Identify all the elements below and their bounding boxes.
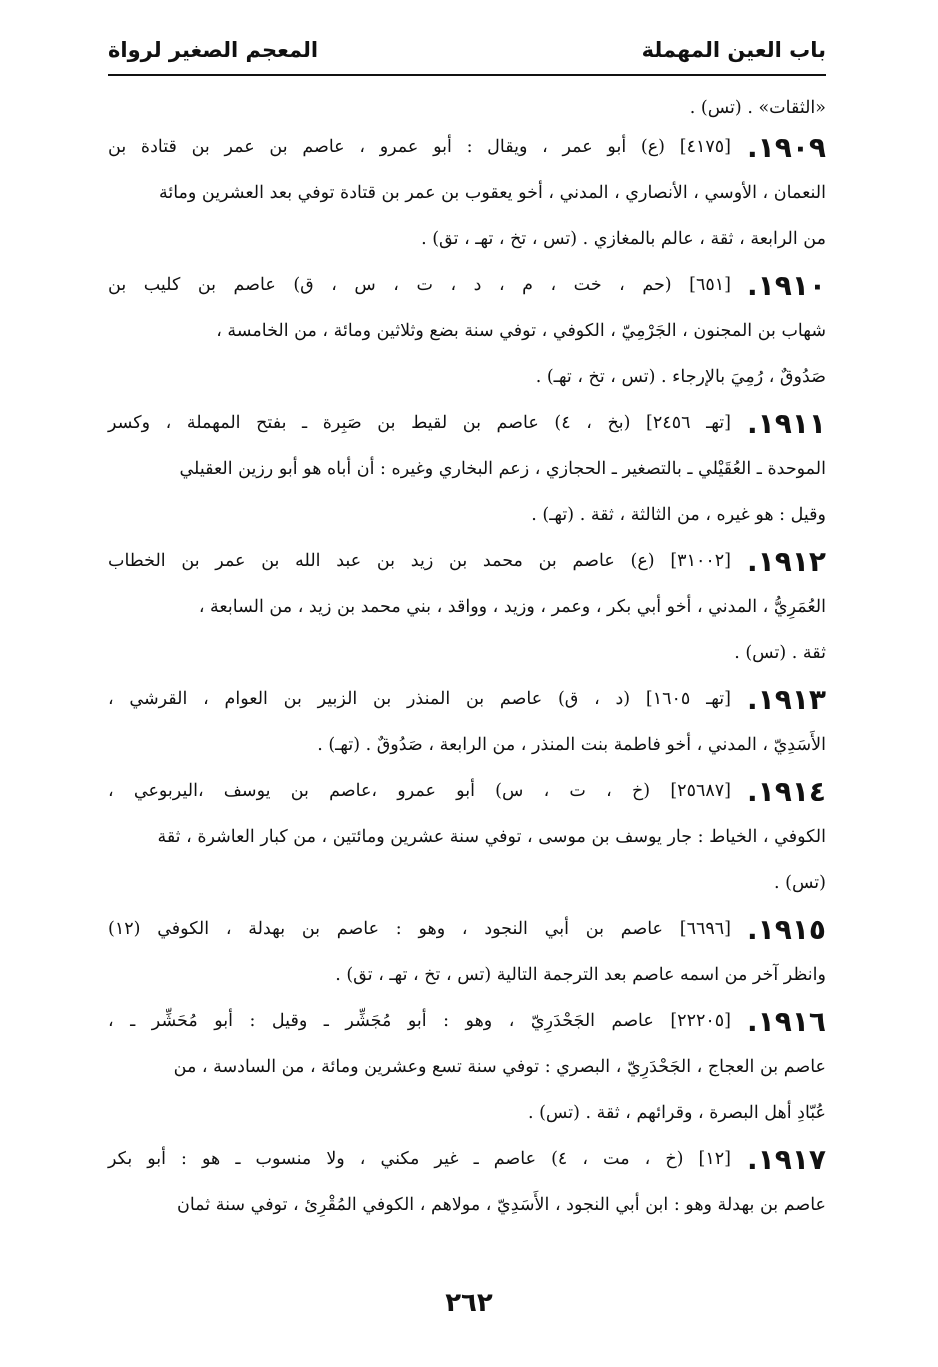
book-title: المعجم الصغير لرواة bbox=[108, 38, 319, 62]
page-body bbox=[108, 92, 826, 1228]
entry-number: ١٩١٧. bbox=[747, 1142, 826, 1176]
entry-line: (تس) . bbox=[774, 873, 826, 893]
entry-number: ١٩١٤. bbox=[747, 774, 826, 808]
entry-line: النعمان ، الأوسي ، الأنصاري ، المدني ، أخو يعقوب بن عمر بن قتادة توفي بعد العشرين ومائة bbox=[158, 183, 826, 203]
entry-first-line bbox=[108, 906, 826, 952]
entry-line: الكوفي ، الخياط : جار يوسف بن موسى ، توفي سنة عشرين ومائتين ، من كبار العاشرة ، ثقة bbox=[157, 827, 826, 847]
entry-first-text: [٤١٧٥] (ع) أبو عمر ، ويقال : أبو عمرو ، عاصم بن عمر بن قتادة بن bbox=[108, 137, 731, 157]
page-number: ٢٦٢ bbox=[445, 1288, 493, 1318]
entry-number: ١٩١٠. bbox=[747, 268, 826, 302]
entry-first-line bbox=[108, 124, 826, 170]
biography-entry bbox=[108, 998, 826, 1136]
entry-line: من الرابعة ، ثقة ، عالم بالمغازي . (تس ، تخ ، تهـ ، تق) . bbox=[421, 229, 826, 249]
entry-first-line bbox=[108, 676, 826, 722]
entry-number: ١٩١٥. bbox=[747, 912, 826, 946]
biography-entry bbox=[108, 538, 826, 676]
biography-entry bbox=[108, 262, 826, 400]
entries-list bbox=[108, 124, 826, 1228]
entry-line: صَدُوقٌ ، رُمِيَ بالإرجاء . (تس ، تخ ، تهـ) . bbox=[535, 367, 826, 387]
continuation-line: «الثقات» . (تس) . bbox=[689, 98, 826, 118]
entry-line: الموحدة ـ العُقَيْلي ـ بالتصغير ـ الحجازي ، زعم البخاري وغيره : أن أباه هو أبو رزين العقيلي bbox=[179, 459, 826, 479]
entry-first-line bbox=[108, 538, 826, 584]
entry-first-text: [٦٥١] (حم ، خت ، م ، د ، ت ، س ، ق) عاصم بن كليب بن bbox=[108, 275, 731, 295]
biography-entry bbox=[108, 400, 826, 538]
entry-line: وانظر آخر من اسمه عاصم بعد الترجمة التالية (تس ، تخ ، تهـ ، تق) . bbox=[335, 965, 826, 985]
entry-number: ١٩١١. bbox=[747, 406, 826, 440]
entry-line: العُمَرِيُّ ، المدني ، أخو أبي بكر ، وعمر ، وزيد ، وواقد ، بني محمد بن زيد ، من السابعة ، bbox=[198, 597, 826, 617]
entry-first-text: [٢٢٢٠٥] عاصم الجَحْدَرِيّ ، وهو : أبو مُجَشِّر ـ وقيل : أبو مُحَشِّر ـ ، bbox=[108, 1011, 731, 1031]
running-header bbox=[108, 30, 826, 70]
entry-number: ١٩٠٩. bbox=[747, 130, 826, 164]
entry-first-text: [٦٦٩٦] عاصم بن أبي النجود ، وهو : عاصم بن بهدلة ، الكوفي (١٢) bbox=[108, 919, 731, 939]
entry-first-line bbox=[108, 262, 826, 308]
entry-line: عاصم بن العجاج ، الجَحْدَرِيّ ، البصري : توفي سنة تسع وعشرين ومائة ، من السادسة ، من bbox=[173, 1057, 826, 1077]
chapter-title: باب العين المهملة bbox=[641, 38, 826, 62]
biography-entry bbox=[108, 676, 826, 768]
entry-first-line bbox=[108, 1136, 826, 1182]
entry-line: ثقة . (تس) . bbox=[734, 643, 826, 663]
entry-line: شهاب بن المجنون ، الجَرْمِيّ ، الكوفي ، توفي سنة بضع وثلاثين ومائة ، من الخامسة ، bbox=[216, 321, 826, 341]
entry-first-line bbox=[108, 768, 826, 814]
header-rule bbox=[108, 74, 826, 76]
biography-entry bbox=[108, 124, 826, 262]
biography-entry bbox=[108, 768, 826, 906]
entry-line: وقيل : هو غيره ، من الثالثة ، ثقة . (تهـ) . bbox=[531, 505, 826, 525]
entry-number: ١٩١٦. bbox=[747, 1004, 826, 1038]
entry-first-line bbox=[108, 998, 826, 1044]
entry-first-text: [تهـ ٢٤٥٦] (بخ ، ٤) عاصم بن لقيط بن صَبِرة ـ بفتح المهملة ، وكسر bbox=[108, 413, 731, 433]
entry-first-text: [تهـ ١٦٠٥] (د ، ق) عاصم بن المنذر بن الزبير بن العوام ، القرشي ، bbox=[108, 689, 731, 709]
biography-entry bbox=[108, 1136, 826, 1228]
entry-line: الأَسَدِيّ ، المدني ، أخو فاطمة بنت المنذر ، من الرابعة ، صَدُوقٌ . (تهـ) . bbox=[317, 735, 826, 755]
biography-entry bbox=[108, 906, 826, 998]
entry-first-line bbox=[108, 400, 826, 446]
entry-first-text: [٣١٠٠٢] (ع) عاصم بن محمد بن زيد بن عبد الله بن عمر بن الخطاب bbox=[108, 551, 731, 571]
entry-number: ١٩١٢. bbox=[747, 544, 826, 578]
entry-line: عاصم بن بهدلة وهو : ابن أبي النجود ، الأَسَدِيّ ، مولاهم ، الكوفي المُقْرِئ ، توفي سنة ثمان bbox=[176, 1195, 826, 1215]
entry-first-text: [٢٥٦٨٧] (خ ، ت ، س) أبو عمرو ،عاصم بن يوسف ،اليربوعي ، bbox=[108, 781, 731, 801]
entry-number: ١٩١٣. bbox=[747, 682, 826, 716]
entry-line: عُبّادِ أهل البصرة ، وقرائهم ، ثقة . (تس) . bbox=[527, 1103, 826, 1123]
entry-first-text: [١٢] (خ ، مت ، ٤) عاصم ـ غير مكني ، ولا منسوب ـ هو : أبو بكر bbox=[108, 1149, 731, 1169]
